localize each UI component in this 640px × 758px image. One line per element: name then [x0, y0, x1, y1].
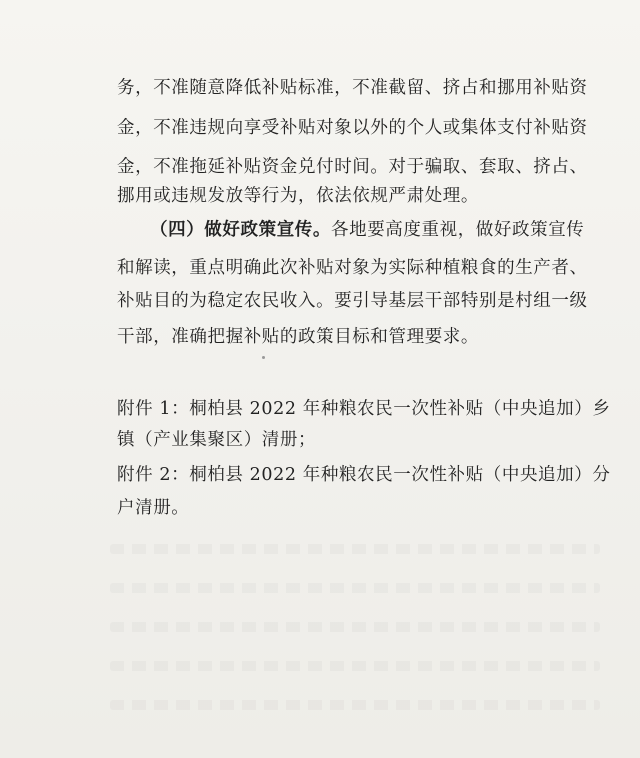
- attachment-2-line: 附件 2：桐柏县 2022 年种粮农民一次性补贴（中央追加）分: [117, 465, 611, 485]
- paragraph-line: 务，不准随意降低补贴标准，不准截留、挤占和挪用补贴资: [117, 78, 588, 98]
- attachment-1-line: 镇（产业集聚区）清册；: [117, 430, 317, 450]
- bleed-through-mark: [110, 583, 600, 593]
- paragraph-line: 金，不准拖延补贴资金兑付时间。对于骗取、套取、挤占、: [117, 157, 588, 177]
- paragraph-line: 补贴目的为稳定农民收入。要引导基层干部特别是村组一级: [117, 291, 588, 311]
- paragraph-line: 挪用或违规发放等行为，依法依规严肃处理。: [117, 186, 479, 206]
- bleed-through-mark: [110, 661, 600, 671]
- bleed-through-mark: [110, 544, 600, 554]
- paragraph-text: 各地要高度重视，做好政策宣传: [331, 220, 585, 240]
- paragraph-line: 干部，准确把握补贴的政策目标和管理要求。: [117, 327, 479, 347]
- bleed-through-mark: [110, 700, 600, 710]
- section-heading-line: [150, 218, 584, 242]
- attachment-1-line: 附件 1：桐柏县 2022 年种粮农民一次性补贴（中央追加）乡: [117, 399, 611, 419]
- paragraph-line: 和解读，重点明确此次补贴对象为实际种植粮食的生产者、: [117, 258, 588, 278]
- bleed-through-mark: [110, 622, 600, 632]
- paragraph-line: 金，不准违规向享受补贴对象以外的个人或集体支付补贴资: [117, 118, 588, 138]
- section-heading: （四）做好政策宣传。: [150, 220, 331, 240]
- speck: [262, 356, 265, 359]
- attachment-2-line: 户清册。: [117, 498, 190, 518]
